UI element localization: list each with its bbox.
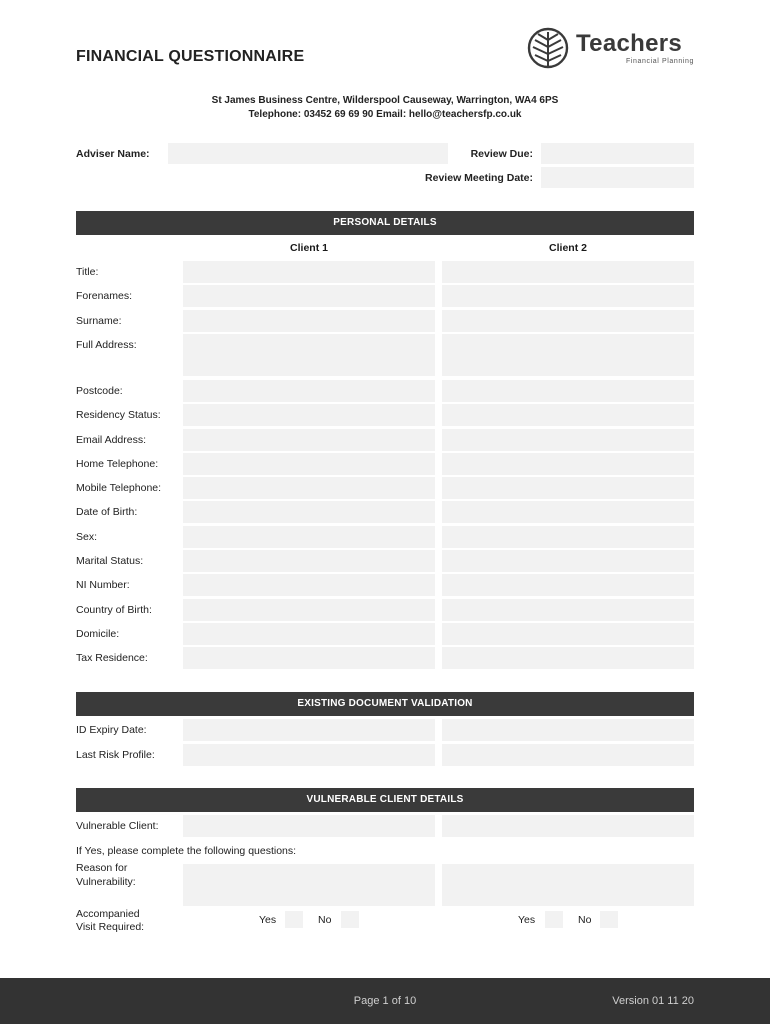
client2-no-checkbox[interactable] [600, 911, 618, 928]
vulnerable-client-heading: VULNERABLE CLIENT DETAILS [76, 788, 694, 812]
surname-client2-input[interactable] [442, 310, 694, 332]
last-risk-profile-client2-input[interactable] [442, 744, 694, 766]
residency-status-label: Residency Status: [76, 409, 161, 422]
client1-no-checkbox[interactable] [341, 911, 359, 928]
page-number: Page 1 of 10 [353, 995, 417, 1007]
id-expiry-date-client2-input[interactable] [442, 719, 694, 741]
sex-client1-input[interactable] [183, 526, 435, 548]
personal-details-heading: PERSONAL DETAILS [76, 211, 694, 235]
date-of-birth-label: Date of Birth: [76, 506, 138, 519]
reason-label-line2: Vulnerability: [76, 876, 136, 888]
title-label: Title: [76, 266, 99, 278]
full-address-client1-input[interactable] [183, 334, 435, 376]
id-expiry-date-client1-input[interactable] [183, 719, 435, 741]
mobile-telephone-label: Mobile Telephone: [76, 482, 162, 495]
title-client1-input[interactable] [183, 261, 435, 283]
marital-status-client2-input[interactable] [442, 550, 694, 572]
sex-label: Sex: [76, 530, 98, 543]
home-telephone-client1-input[interactable] [183, 453, 435, 475]
country-of-birth-client2-input[interactable] [442, 599, 694, 621]
tax-residence-label: Tax Residence: [76, 652, 148, 665]
tax-residence-client1-input[interactable] [183, 647, 435, 669]
residency-status-client2-input[interactable] [442, 404, 694, 426]
client1-no-label: No [318, 914, 332, 926]
vulnerable-client-client1-input[interactable] [183, 815, 435, 837]
client2-yes-checkbox[interactable] [545, 911, 563, 928]
client1-yes-label: Yes [259, 914, 277, 926]
document-validation-heading: EXISTING DOCUMENT VALIDATION [76, 692, 694, 716]
leaf-logo-icon [526, 26, 570, 70]
ni-number-label: NI Number: [76, 579, 130, 592]
last-risk-profile-client1-input[interactable] [183, 744, 435, 766]
date-of-birth-client2-input[interactable] [442, 501, 694, 523]
marital-status-client1-input[interactable] [183, 550, 435, 572]
title-client2-input[interactable] [442, 261, 694, 283]
mobile-telephone-client1-input[interactable] [183, 477, 435, 499]
review-meeting-date-label: Review Meeting Date: [425, 172, 533, 184]
surname-client1-input[interactable] [183, 310, 435, 332]
contact-line: Telephone: 03452 69 69 90 Email: hello@teachersfp.co.uk [248, 109, 522, 120]
logo-name: Teachers [576, 30, 683, 57]
accompanied-label-line2: Visit Required: [76, 921, 145, 933]
client2-no-label: No [578, 914, 592, 926]
surname-label: Surname: [76, 314, 122, 327]
client1-heading: Client 1 [290, 242, 328, 254]
forenames-client2-input[interactable] [442, 285, 694, 307]
review-due-input[interactable] [541, 143, 694, 164]
postcode-client2-input[interactable] [442, 380, 694, 402]
adviser-name-input[interactable] [168, 143, 448, 164]
email-address-client2-input[interactable] [442, 429, 694, 451]
vulnerability-instruction: If Yes, please complete the following questions: [76, 845, 297, 857]
marital-status-label: Marital Status: [76, 555, 144, 567]
page-footer [0, 978, 770, 1024]
reason-client1-input[interactable] [183, 864, 435, 906]
reason-label-line1: Reason for [76, 862, 128, 874]
forenames-client1-input[interactable] [183, 285, 435, 307]
domicile-client1-input[interactable] [183, 623, 435, 645]
full-address-client2-input[interactable] [442, 334, 694, 376]
vulnerable-client-client2-input[interactable] [442, 815, 694, 837]
page-title: FINANCIAL QUESTIONNAIRE [76, 48, 305, 65]
date-of-birth-client1-input[interactable] [183, 501, 435, 523]
client1-yes-checkbox[interactable] [285, 911, 303, 928]
postcode-label: Postcode: [76, 384, 123, 397]
residency-status-client1-input[interactable] [183, 404, 435, 426]
ni-number-client1-input[interactable] [183, 574, 435, 596]
domicile-label: Domicile: [76, 627, 120, 640]
ni-number-client2-input[interactable] [442, 574, 694, 596]
full-address-label: Full Address: [76, 338, 137, 351]
email-address-label: Email Address: [76, 433, 147, 446]
adviser-name-label: Adviser Name: [76, 148, 150, 160]
vulnerable-client-label: Vulnerable Client: [76, 820, 159, 832]
review-due-label: Review Due: [470, 148, 533, 160]
version-label: Version 01 11 20 [612, 995, 694, 1007]
domicile-client2-input[interactable] [442, 623, 694, 645]
sex-client2-input[interactable] [442, 526, 694, 548]
address-line: St James Business Centre, Wilderspool Causeway, Warrington, WA4 6PS [211, 95, 559, 106]
review-meeting-date-input[interactable] [541, 167, 694, 188]
last-risk-profile-label: Last Risk Profile: [76, 748, 155, 761]
logo [526, 26, 698, 70]
country-of-birth-client1-input[interactable] [183, 599, 435, 621]
mobile-telephone-client2-input[interactable] [442, 477, 694, 499]
home-telephone-client2-input[interactable] [442, 453, 694, 475]
reason-client2-input[interactable] [442, 864, 694, 906]
client2-heading: Client 2 [549, 242, 587, 254]
forenames-label: Forenames: [76, 290, 133, 303]
tax-residence-client2-input[interactable] [442, 647, 694, 669]
email-address-client1-input[interactable] [183, 429, 435, 451]
accompanied-label-line1: Accompanied [76, 908, 140, 920]
id-expiry-date-label: ID Expiry Date: [76, 724, 147, 736]
client2-yes-label: Yes [518, 914, 536, 926]
home-telephone-label: Home Telephone: [76, 457, 159, 470]
logo-subtitle: Financial Planning [626, 58, 695, 65]
country-of-birth-label: Country of Birth: [76, 603, 152, 616]
postcode-client1-input[interactable] [183, 380, 435, 402]
